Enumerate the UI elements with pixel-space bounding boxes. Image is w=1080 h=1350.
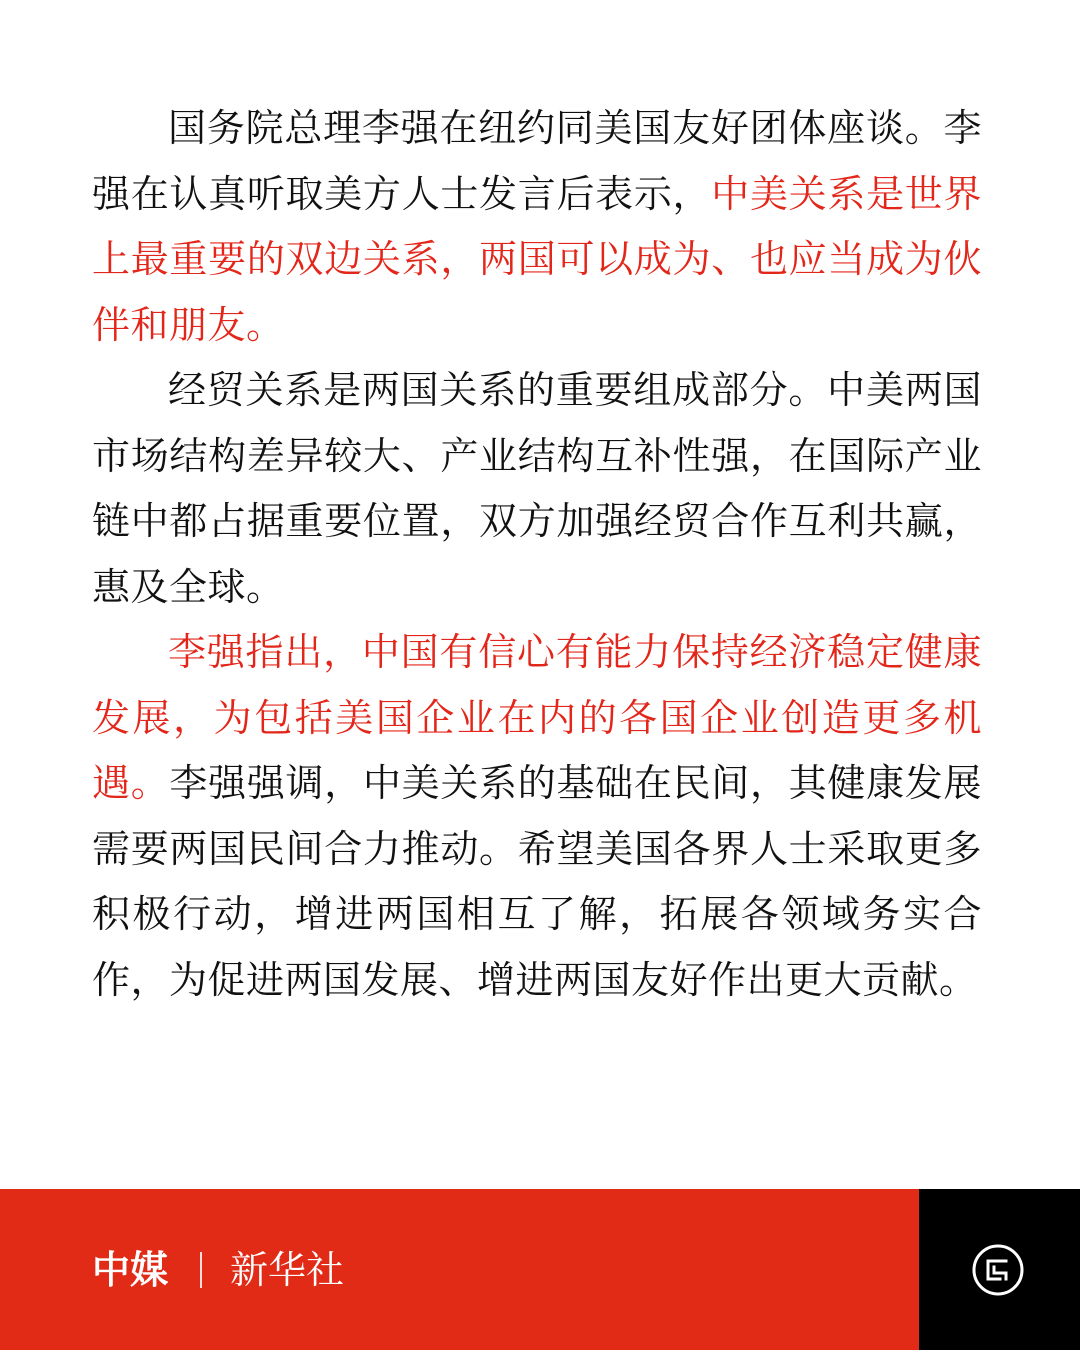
paragraph-1-text: 国务院总理李强在纽约同美国友好团体座谈。李强在认真听取美方人士发言后表示， — [92, 106, 982, 216]
media-logo-icon — [971, 1243, 1025, 1297]
footer-red-panel — [0, 1189, 919, 1350]
article-body — [92, 96, 982, 1013]
brand-label: 中媒 — [92, 1248, 169, 1292]
paragraph-1-highlight: 中美关系是世界上最重要的双边关系，两国可以成为、也应当成为伙伴和朋友。 — [92, 171, 982, 347]
source-label: 新华社 — [230, 1248, 345, 1292]
paragraph-1 — [92, 96, 982, 358]
footer-black-panel — [919, 1189, 1080, 1350]
paragraph-3-highlight: 李强指出，中国有信心有能力保持经济稳定健康发展，为包括美国企业在内的各国企业创造更多机遇。 — [92, 630, 982, 805]
footer-bar — [0, 1189, 1080, 1350]
paragraph-2 — [92, 358, 982, 620]
paragraph-2-text: 经贸关系是两国关系的重要组成部分。中美两国市场结构差异较大、产业结构互补性强，在国际产业链中都占据重要位置，双方加强经贸合作互利共赢，惠及全球。 — [92, 368, 982, 609]
paragraph-3 — [92, 620, 982, 1013]
brand-divider — [200, 1252, 202, 1288]
paragraph-3-text: 李强强调，中美关系的基础在民间，其健康发展需要两国民间合力推动。希望美国各界人士采取更多积极行动，增进两国相互了解，拓展各领域务实合作，为促进两国发展、增进两国友好作出更大贡献。 — [92, 761, 982, 1002]
